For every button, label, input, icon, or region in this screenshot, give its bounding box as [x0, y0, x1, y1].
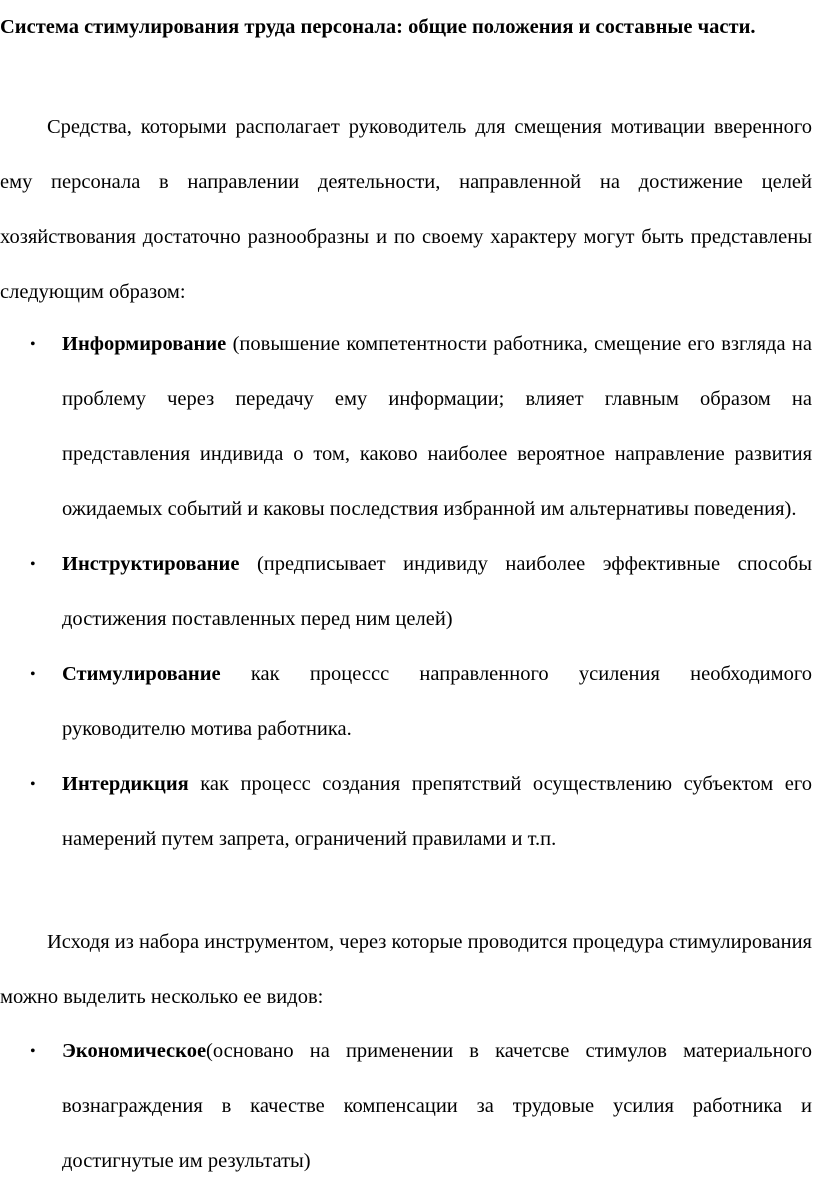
section-heading: Система стимулирования труда персонала: общие положения и составные части. [0, 16, 756, 38]
list-item [0, 757, 812, 867]
bullet-icon: • [30, 336, 36, 353]
list-item-term: Экономическое [62, 1040, 207, 1062]
list-item-text: (предписывает индивиду наиболее эффективные способы достижения поставленных перед ним целей) [62, 553, 812, 630]
list-item-text: (основано на применении в качетсве стимулов материального вознаграждения в качестве компенсации за трудовые усилия работника и достигнутые им результаты) [62, 1040, 812, 1172]
list-item-term: Стимулирование [62, 663, 221, 685]
bullet-icon: • [30, 666, 36, 683]
list-item [0, 647, 812, 757]
list-item-term: Информирование [62, 333, 227, 355]
bullet-icon: • [30, 556, 36, 573]
list-item-term: Интердикция [62, 773, 189, 795]
means-list [0, 317, 812, 867]
list-item [0, 317, 812, 537]
bullet-icon: • [30, 1043, 36, 1060]
list-item-text: (повышение компетентности работника, смещение его взгляда на проблему через передачу ему информации; влияет главным образом на представления индивида о том, каково наиболее вероятное направление развития ожидаемых событий и каковы последствия избранной им альтернативы поведения). [62, 333, 812, 520]
list-item [0, 537, 812, 647]
types-list [0, 1024, 812, 1189]
list-item-text: как процессс направленного усиления необходимого руководителю мотива работника. [62, 663, 812, 740]
types-intro-paragraph: Исходя из набора инструментом, через которые проводится процедура стимулирования можно выделить несколько ее видов: [0, 931, 812, 1008]
list-item-term: Инструктирование [62, 553, 240, 575]
list-item-text: как процесс создания препятствий осуществлению субъектом его намерений путем запрета, ограничений правилами и т.п. [62, 773, 812, 850]
list-item [0, 1024, 812, 1189]
bullet-icon: • [30, 776, 36, 793]
intro-paragraph: Средства, которыми располагает руководитель для смещения мотивации вверенного ему персонала в направлении деятельности, направленной на достижение целей хозяйствования достаточно разнообразны и по своему характеру могут быть представлены следующим образом: [0, 116, 812, 303]
